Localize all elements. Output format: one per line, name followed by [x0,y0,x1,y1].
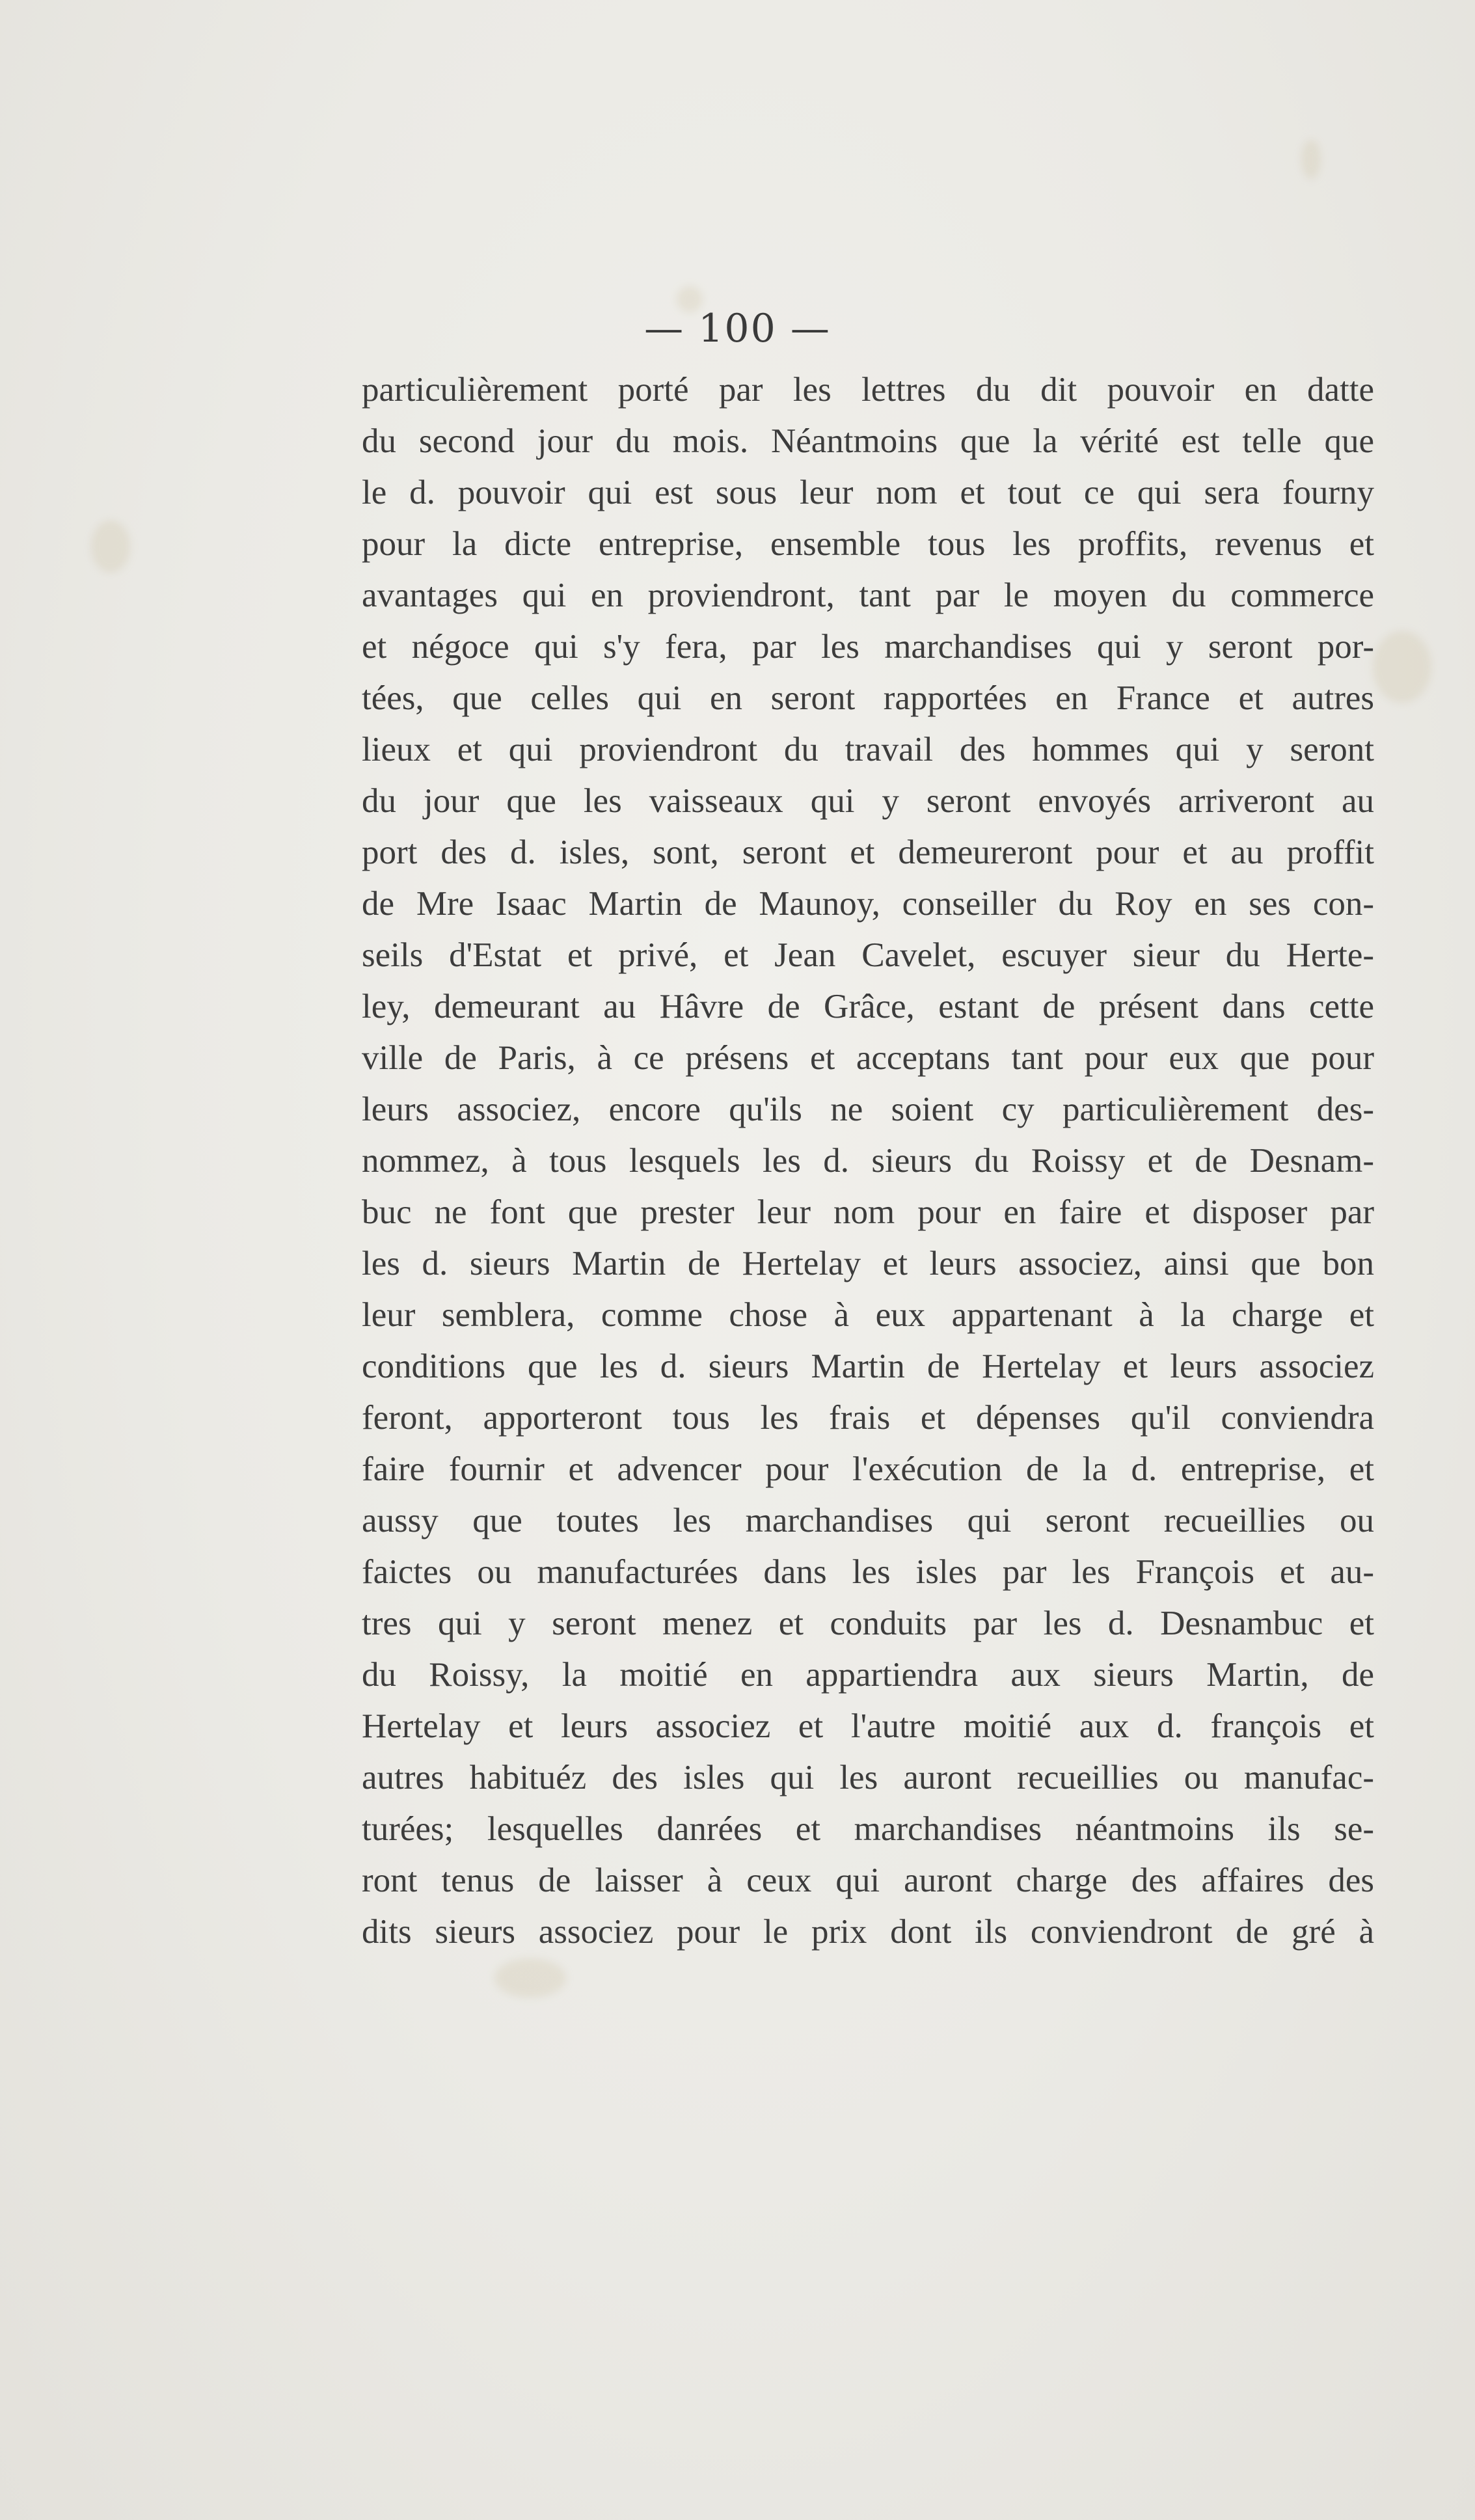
text-line: particulièrement porté par les lettres du dit pouvoir en datte [362,371,1374,409]
text-line: du jour que les vaisseaux qui y seront envoyés arriveront au [362,782,1374,820]
text-line: faictes ou manufacturées dans les isles par les François et au- [362,1553,1374,1591]
text-line: le d. pouvoir qui est sous leur nom et tout ce qui sera fourny [362,474,1374,511]
text-line: du Roissy, la moitié en appartiendra aux sieurs Martin, de [362,1656,1374,1694]
text-line: conditions que les d. sieurs Martin de Hertelay et leurs associez [362,1348,1374,1385]
text-line: nommez, à tous lesquels les d. sieurs du Roissy et de Desnam- [362,1142,1374,1180]
text-line: feront, apporteront tous les frais et dépenses qu'il conviendra [362,1399,1374,1437]
text-line: port des d. isles, sont, seront et demeureront pour et au proffit [362,833,1374,871]
text-line: pour la dicte entreprise, ensemble tous les proffits, revenus et [362,525,1374,563]
paper-stain [1301,140,1321,179]
text-line: ront tenus de laisser à ceux qui auront charge des affaires des [362,1862,1374,1899]
text-line: Hertelay et leurs associez et l'autre moitié aux d. françois et [362,1707,1374,1745]
text-line: de Mre Isaac Martin de Maunoy, conseiller du Roy en ses con- [362,885,1374,923]
paper-stain [494,1958,566,1998]
text-line: buc ne font que prester leur nom pour en faire et disposer par [362,1193,1374,1231]
text-line: ley, demeurant au Hâvre de Grâce, estant de présent dans cette [362,988,1374,1025]
text-line: tres qui y seront menez et conduits par les d. Desnambuc et [362,1605,1374,1642]
paper-stain [1373,631,1431,703]
text-line: ville de Paris, à ce présens et acceptans tant pour eux que pour [362,1039,1374,1077]
text-line: et négoce qui s'y fera, par les marchandises qui y seront por- [362,628,1374,666]
text-line: tées, que celles qui en seront rapportées en France et autres [362,679,1374,717]
text-line: leurs associez, encore qu'ils ne soient cy particulièrement des- [362,1091,1374,1128]
text-line: seils d'Estat et privé, et Jean Cavelet, escuyer sieur du Herte- [362,936,1374,974]
text-line: les d. sieurs Martin de Hertelay et leurs associez, ainsi que bon [362,1245,1374,1282]
page-number: — 100 — [644,306,831,351]
text-line: du second jour du mois. Néantmoins que la vérité est telle que [362,422,1374,460]
text-line: leur semblera, comme chose à eux appartenant à la charge et [362,1296,1374,1334]
text-line: autres habituéz des isles qui les auront recueillies ou manufac- [362,1759,1374,1796]
text-line: avantages qui en proviendront, tant par le moyen du commerce [362,576,1374,614]
body-text [362,364,1374,1958]
text-line: faire fournir et advencer pour l'exécution de la d. entreprise, et [362,1450,1374,1488]
text-line: lieux et qui proviendront du travail des hommes qui y seront [362,731,1374,768]
text-line: dits sieurs associez pour le prix dont ils conviendront de gré à [362,1913,1374,1951]
paper-stain [91,521,130,573]
text-line: aussy que toutes les marchandises qui seront recueillies ou [362,1502,1374,1539]
text-line: turées; lesquelles danrées et marchandises néantmoins ils se- [362,1810,1374,1848]
